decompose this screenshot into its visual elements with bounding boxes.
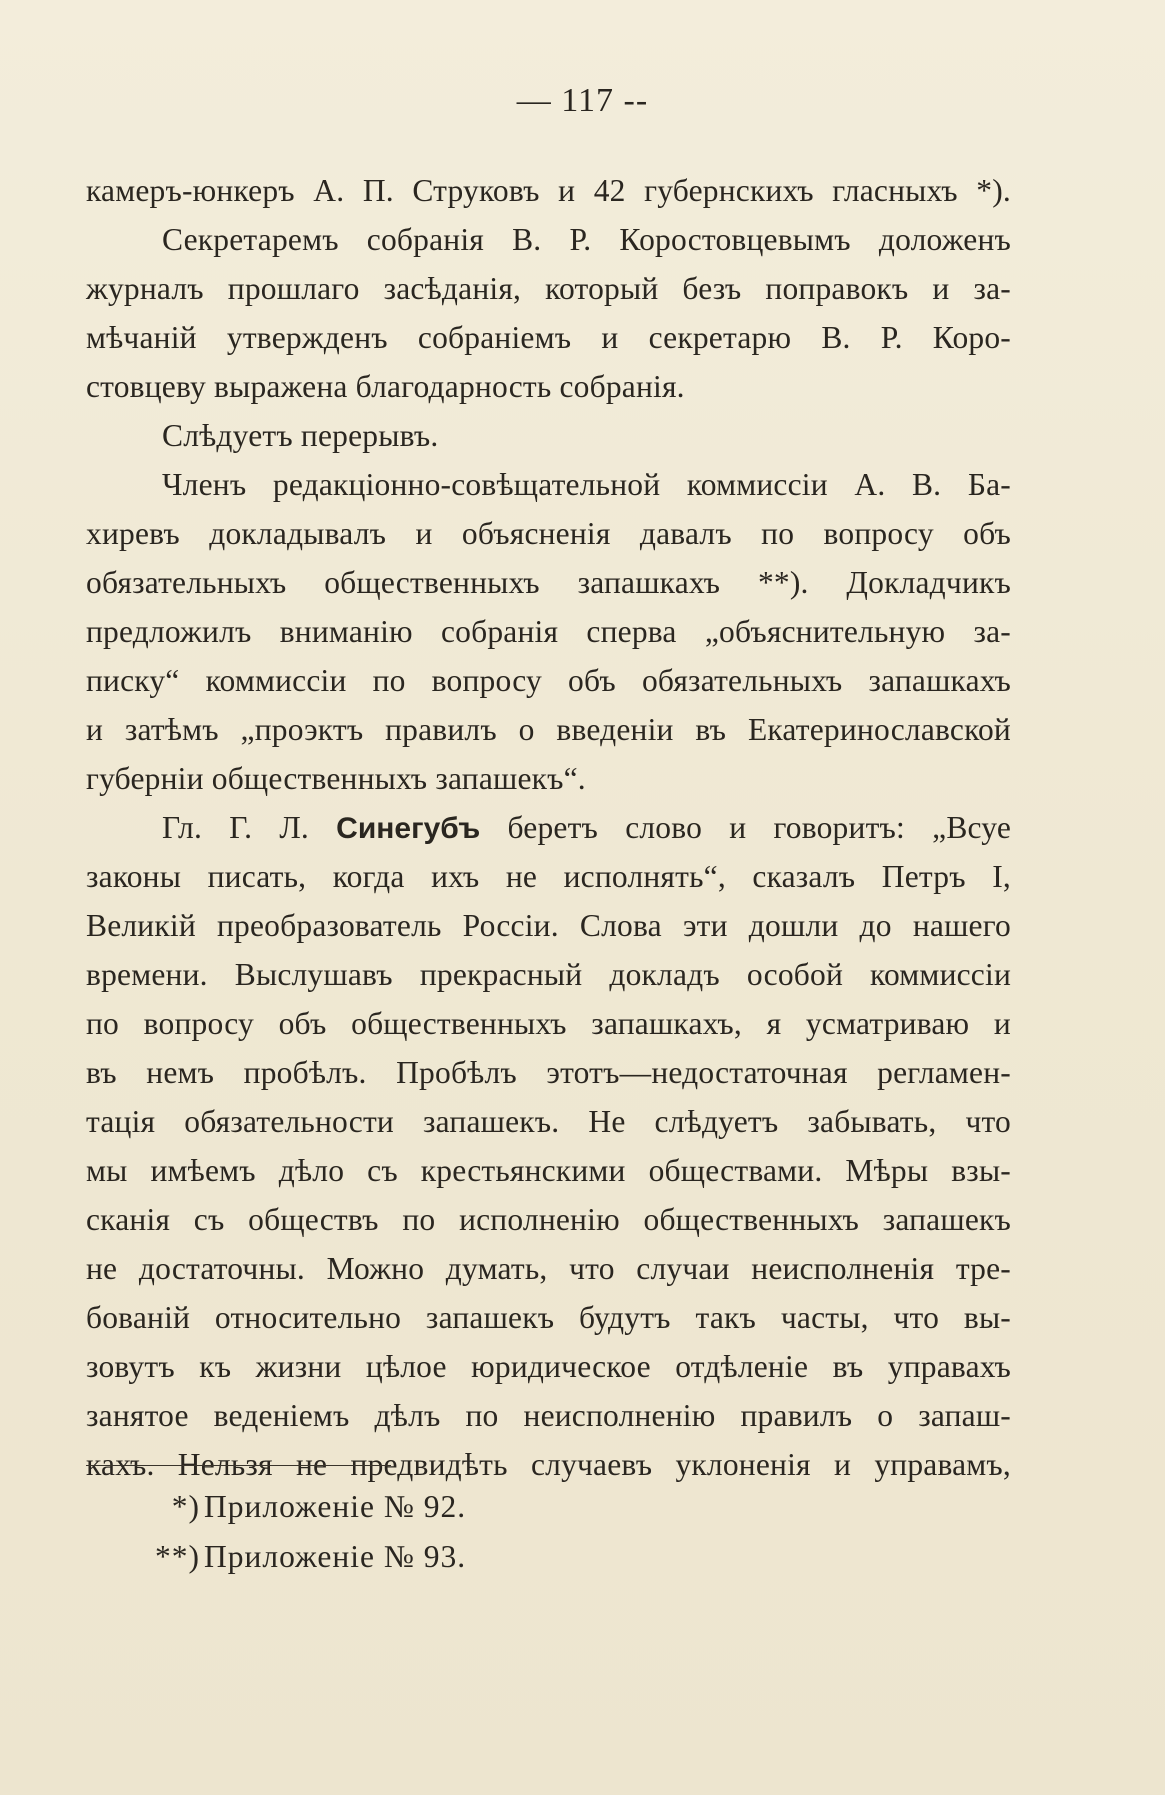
text-line: кахъ. Нельзя не предвидѣть случаевъ уклоненія и управамъ,	[86, 1447, 1011, 1482]
text-line: камеръ-юнкеръ А. П. Струковъ и 42 губернскихъ гласныхъ *).	[86, 173, 1011, 208]
text-line: Великій преобразователь Россіи. Слова эти дошли до нашего	[86, 908, 1011, 943]
text-line: Секретаремъ собранія В. Р. Коростовцевымъ доложенъ	[162, 222, 1011, 257]
text-line: обязательныхъ общественныхъ запашкахъ **). Докладчикъ	[86, 565, 1011, 600]
text-line: занятое веденіемъ дѣлъ по неисполненію правилъ о запаш-	[86, 1398, 1011, 1433]
text-line: губерніи общественныхъ запашекъ“.	[86, 761, 586, 796]
footnote-text: Приложеніе № 93.	[204, 1539, 467, 1574]
text-line: законы писать, когда ихъ не исполнять“, сказалъ Петръ I,	[86, 859, 1011, 894]
text-line: Членъ редакціонно-совѣщательной коммиссіи А. В. Ба-	[162, 467, 1011, 502]
footnote-text: Приложеніе № 92.	[204, 1489, 467, 1524]
footnote-divider	[86, 1465, 391, 1466]
footnotes	[86, 1482, 1011, 1582]
speaker-name: Синегубъ	[336, 812, 481, 845]
speech-prefix: Гл. Г. Л.	[162, 810, 309, 845]
footnote-mark: **)	[155, 1539, 200, 1574]
page-number: — 117 --	[516, 82, 649, 119]
text-line: зовутъ къ жизни цѣлое юридическое отдѣленіе въ управахъ	[86, 1349, 1011, 1384]
footnote	[86, 1532, 1011, 1582]
text-line: сканія съ обществъ по исполненію общественныхъ запашекъ	[86, 1202, 1011, 1237]
text-line: тація обязательности запашекъ. Не слѣдуетъ забывать, что	[86, 1104, 1011, 1139]
text-line: въ немъ пробѣлъ. Пробѣлъ этотъ—недостаточная регламен-	[86, 1055, 1011, 1090]
text-line: не достаточны. Можно думать, что случаи неисполненія тре-	[86, 1251, 1011, 1286]
text-line: и затѣмъ „проэктъ правилъ о введеніи въ Екатеринославской	[86, 712, 1011, 747]
text-line: мѣчаній утвержденъ собраніемъ и секретарю В. Р. Коро-	[86, 320, 1011, 355]
text-line: стовцеву выражена благодарность собранія.	[86, 369, 685, 404]
speech-intro-line	[86, 803, 1011, 852]
text-line: по вопросу объ общественныхъ запашкахъ, я усматриваю и	[86, 1006, 1011, 1041]
text-line: мы имѣемъ дѣло съ крестьянскими обществами. Мѣры взы-	[86, 1153, 1011, 1188]
text-line: писку“ коммиссіи по вопросу объ обязательныхъ запашкахъ	[86, 663, 1011, 698]
text-line: Слѣдуетъ перерывъ.	[162, 418, 439, 453]
text-line: предложилъ вниманію собранія сперва „объяснительную за-	[86, 614, 1011, 649]
text-line: времени. Выслушавъ прекрасный докладъ особой коммиссіи	[86, 957, 1011, 992]
text-line: журналъ прошлаго засѣданія, который безъ поправокъ и за-	[86, 271, 1011, 306]
body-text	[86, 166, 1011, 1489]
text-line: хиревъ докладывалъ и объясненія давалъ по вопросу объ	[86, 516, 1011, 551]
footnote-mark: *)	[171, 1489, 200, 1524]
speech-intro-rest: беретъ слово и говоритъ: „Всуе	[507, 810, 1012, 845]
footnote	[86, 1482, 1011, 1532]
text-line: бованій относительно запашекъ будутъ такъ часты, что вы-	[86, 1300, 1011, 1335]
